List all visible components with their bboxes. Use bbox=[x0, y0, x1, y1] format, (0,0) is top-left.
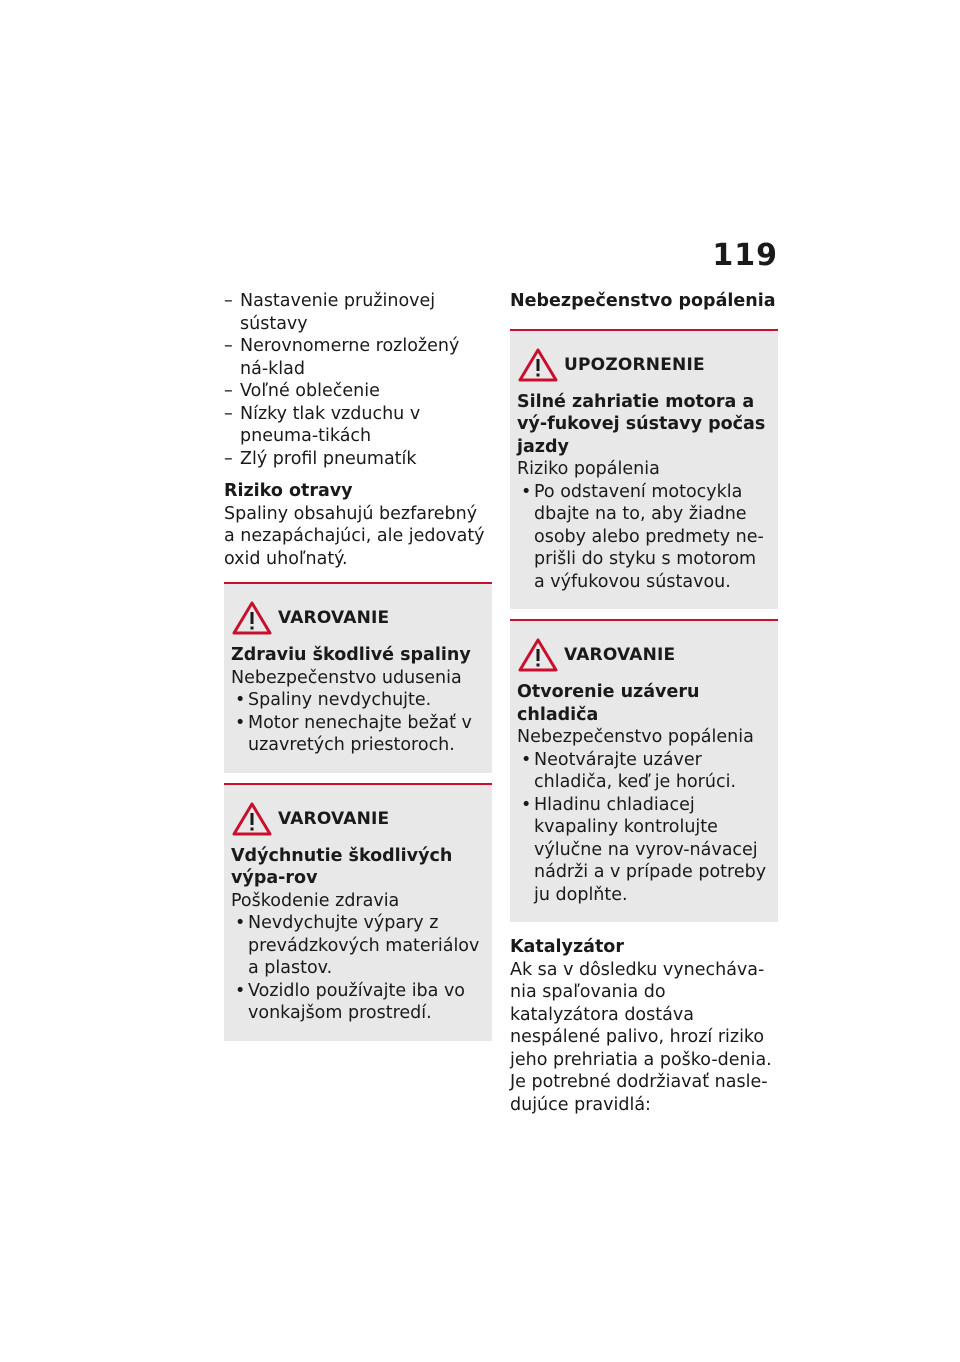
box-subtitle: Poškodenie zdravia bbox=[231, 890, 400, 911]
warning-triangle-icon bbox=[518, 348, 558, 382]
list-item: • Po odstavení motocykla dbajte na to, aby žiadne osoby alebo predmety ne-prišli do styku s motorom a výfukovou sústavou. bbox=[517, 481, 770, 594]
box-header bbox=[231, 801, 484, 837]
warning-triangle-icon bbox=[232, 601, 272, 635]
box-label: VAROVANIE bbox=[278, 808, 390, 829]
warning-box-exhaust bbox=[224, 582, 492, 773]
box-header bbox=[231, 600, 484, 636]
warning-triangle-icon bbox=[232, 802, 272, 836]
box-title: Vdýchnutie škodlivých výpa-rov bbox=[231, 845, 453, 888]
list-item: • Motor nenechajte bežať v uzavretých priestoroch. bbox=[231, 712, 484, 757]
box-header bbox=[517, 347, 770, 383]
list-item: – Voľné oblečenie bbox=[224, 380, 492, 403]
catalyst-rules-intro: Je potrebné dodržiavať nasle-dujúce pravidlá: bbox=[510, 1072, 768, 1115]
box-items bbox=[517, 749, 770, 907]
box-items bbox=[231, 912, 484, 1025]
box-subtitle: Nebezpečenstvo popálenia bbox=[517, 727, 754, 747]
page-number: 119 bbox=[712, 238, 778, 273]
box-subtitle: Riziko popálenia bbox=[517, 459, 660, 479]
burn-heading: Nebezpečenstvo popálenia bbox=[510, 291, 776, 311]
box-label: UPOZORNENIE bbox=[564, 354, 705, 375]
catalyst-text: Ak sa v dôsledku vynecháva-nia spaľovania do katalyzátora dostáva nespálené palivo, hrozí riziko jeho prehriatia a poško-denia. bbox=[510, 959, 772, 1070]
warning-box-radiator bbox=[510, 619, 778, 922]
box-title: Otvorenie uzáveru chladiča bbox=[517, 682, 700, 725]
box-subtitle: Nebezpečenstvo udusenia bbox=[231, 667, 462, 688]
list-item: – Nerovnomerne rozložený ná-klad bbox=[224, 335, 492, 380]
list-item: • Neotvárajte uzáver chladiča, keď je horúci. bbox=[517, 749, 770, 794]
warning-box-vapors bbox=[224, 783, 492, 1041]
box-items bbox=[231, 689, 484, 757]
list-item: • Spaliny nevdychujte. bbox=[231, 689, 484, 712]
catalyst-heading: Katalyzátor bbox=[510, 937, 624, 957]
list-item: – Nastavenie pružinovej sústavy bbox=[224, 290, 492, 335]
list-item: – Zlý profil pneumatík bbox=[224, 448, 492, 471]
list-item: • Nevdychujte výpary z prevádzkových materiálov a plastov. bbox=[231, 912, 484, 980]
list-item: • Hladinu chladiacej kvapaliny kontrolujte výlučne na vyrov-návacej nádrži a v prípade potreby ju doplňte. bbox=[517, 794, 770, 907]
warning-triangle-icon bbox=[518, 638, 558, 672]
box-title: Zdraviu škodlivé spaliny bbox=[231, 645, 471, 665]
box-items bbox=[517, 481, 770, 594]
caution-box-hot-engine bbox=[510, 329, 778, 610]
box-header bbox=[517, 637, 770, 673]
poison-heading: Riziko otravy bbox=[224, 481, 353, 501]
box-label: VAROVANIE bbox=[278, 608, 390, 628]
right-column bbox=[510, 290, 778, 1116]
box-title: Silné zahriatie motora a vý-fukovej sústavy počas jazdy bbox=[517, 391, 766, 457]
box-label: VAROVANIE bbox=[564, 645, 676, 665]
poison-text: Spaliny obsahujú bezfarebný a nezapáchajúci, ale jedovatý oxid uhoľnatý. bbox=[224, 503, 485, 569]
left-column bbox=[224, 290, 492, 1041]
list-item: • Vozidlo používajte iba vo vonkajšom prostredí. bbox=[231, 980, 484, 1025]
list-item: – Nízky tlak vzduchu v pneuma-tikách bbox=[224, 403, 492, 448]
causes-list bbox=[224, 290, 492, 470]
